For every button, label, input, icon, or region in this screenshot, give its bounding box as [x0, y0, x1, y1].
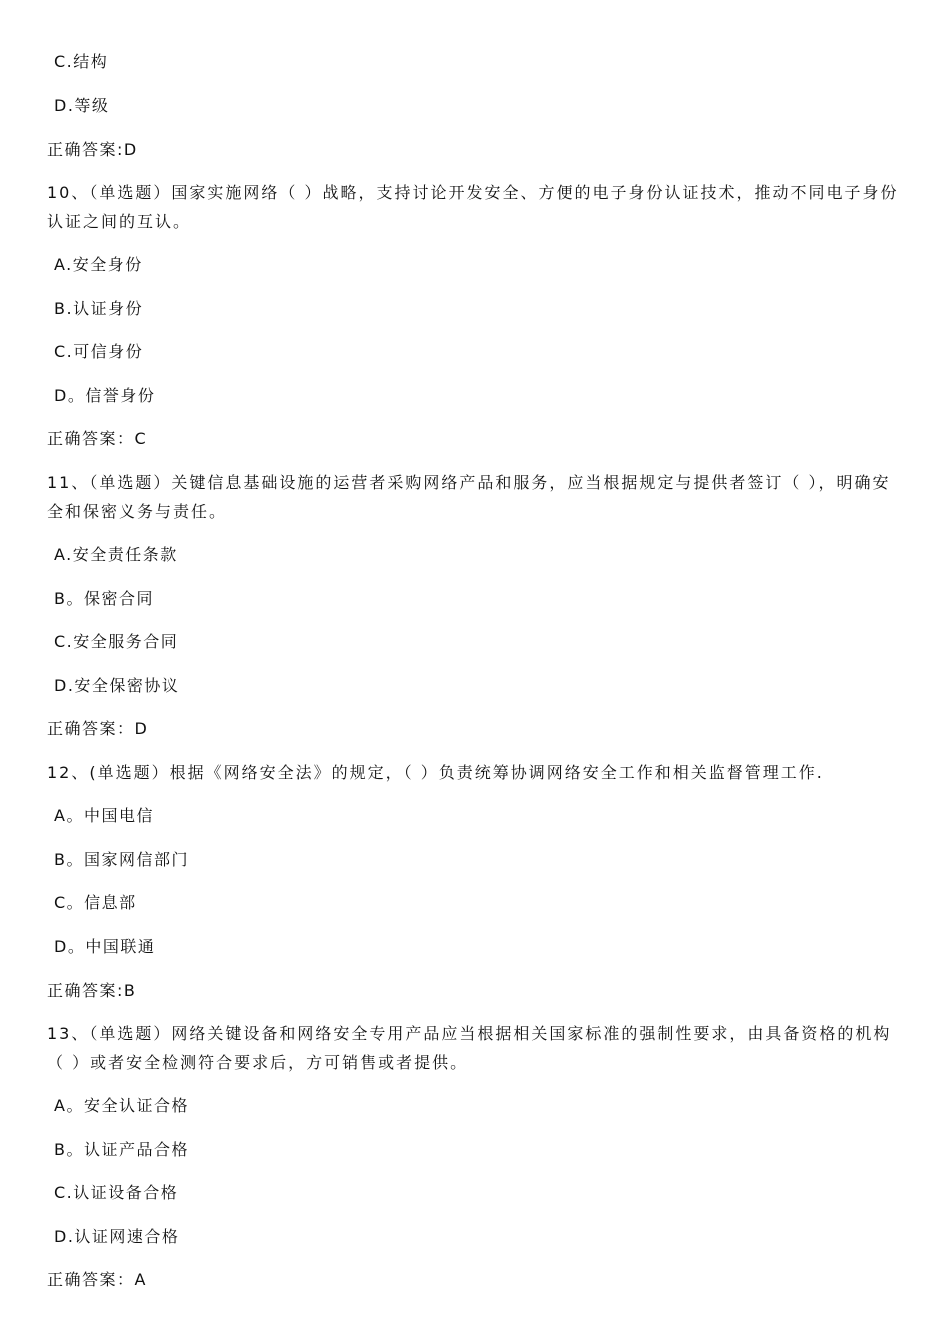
answer-line: 正确答案：C [47, 429, 148, 448]
answer-line: 正确答案:D [47, 140, 138, 159]
option-a: A.安全身份 [54, 255, 143, 274]
option-c: C.可信身份 [54, 342, 144, 361]
question-stem: 11、（单选题）关键信息基础设施的运营者采购网络产品和服务，应当根据规定与提供者签订（ ），明确安全和保密义务与责任。 [47, 473, 891, 521]
option-c: C.结构 [54, 52, 109, 71]
question-stem: 13、（单选题）网络关键设备和网络安全专用产品应当根据相关国家标准的强制性要求，由具备资格的机构（ ）或者安全检测符合要求后，方可销售或者提供。 [47, 1024, 892, 1072]
option-d: D.安全保密协议 [54, 676, 180, 695]
question-stem: 12、(单选题）根据《网络安全法》的规定，（ ）负责统筹协调网络安全工作和相关监督管理工作. [47, 763, 824, 782]
option-a: A。中国电信 [54, 806, 154, 825]
answer-line: 正确答案:B [47, 981, 137, 1000]
option-b: B.认证身份 [54, 299, 144, 318]
option-a: A。安全认证合格 [54, 1096, 189, 1115]
option-c: C.安全服务合同 [54, 632, 179, 651]
question-stem: 10、（单选题）国家实施网络（ ）战略，支持讨论开发安全、方便的电子身份认证技术，推动不同电子身份认证之间的互认。 [47, 183, 899, 231]
option-d: D。信誉身份 [54, 386, 156, 405]
answer-line: 正确答案：A [47, 1270, 147, 1289]
option-c: C.认证设备合格 [54, 1183, 179, 1202]
option-d: D.等级 [54, 96, 110, 115]
answer-line: 正确答案：D [47, 719, 149, 738]
option-a: A.安全责任条款 [54, 545, 178, 564]
option-d: D。中国联通 [54, 937, 156, 956]
option-b: B。国家网信部门 [54, 850, 189, 869]
option-c: C。信息部 [54, 893, 137, 912]
option-b: B。保密合同 [54, 589, 154, 608]
option-b: B。认证产品合格 [54, 1140, 189, 1159]
option-d: D.认证网速合格 [54, 1227, 180, 1246]
